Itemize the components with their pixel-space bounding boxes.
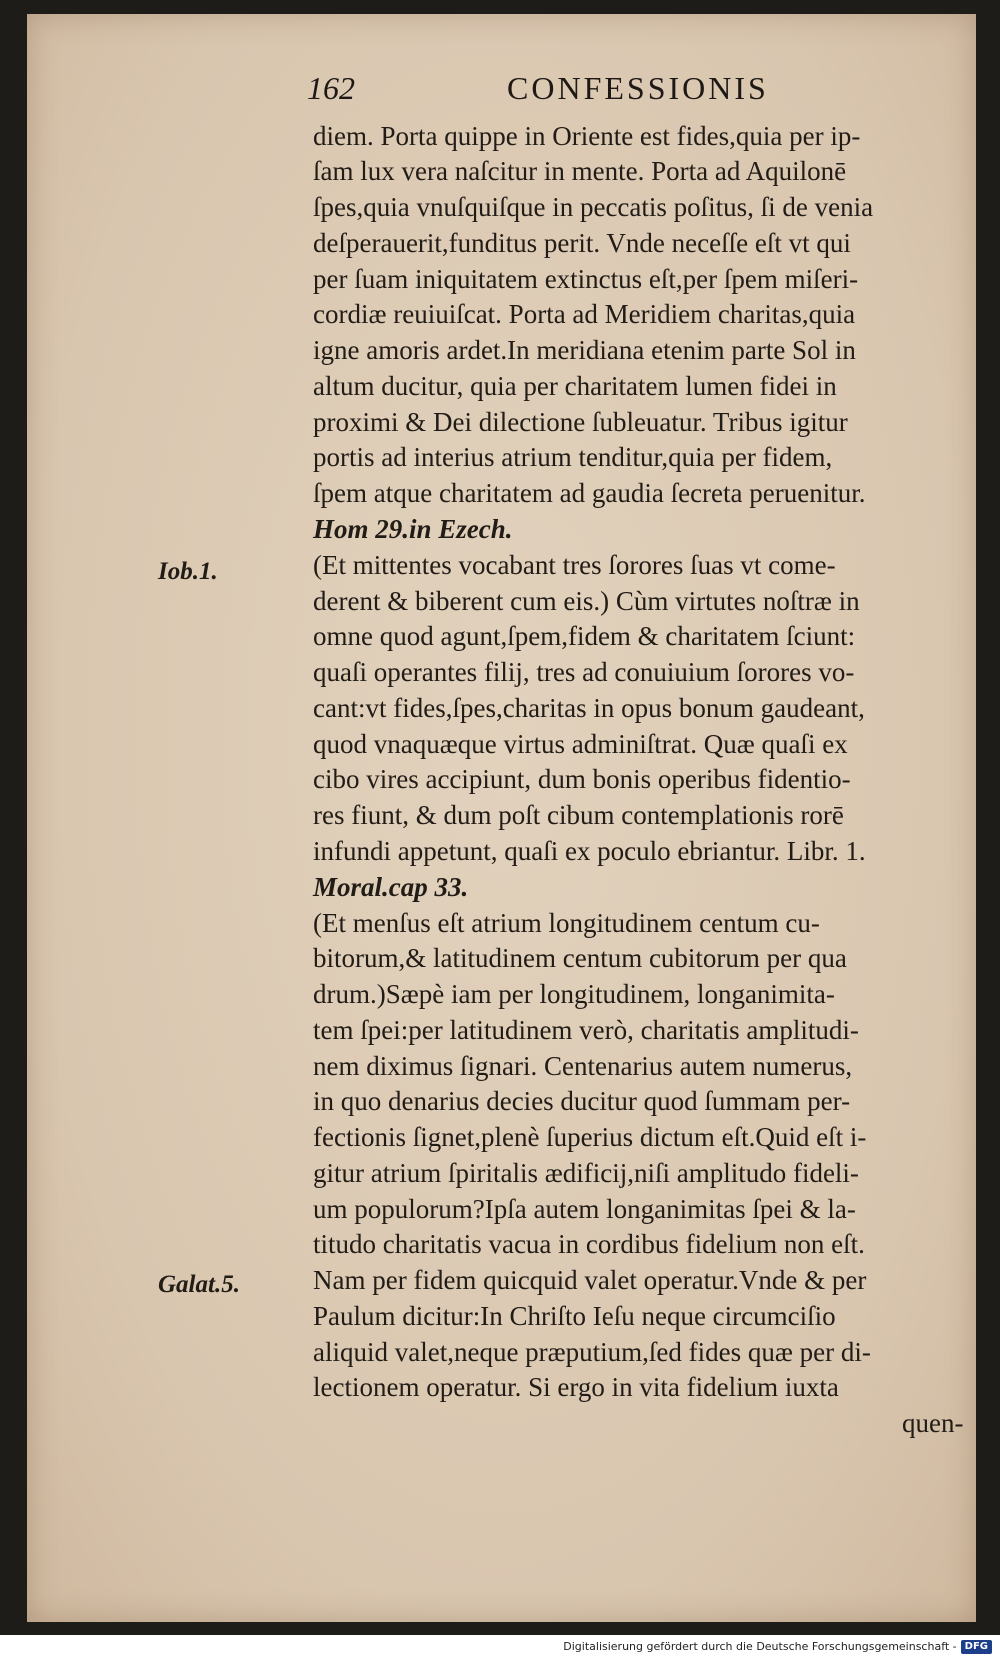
text-line: ſam lux vera naſcitur in mente. Porta ad Aquilonē xyxy=(313,156,847,186)
text-line: (Et mittentes vocabant tres ſorores ſuas vt come- xyxy=(313,550,836,580)
text-line: proximi & Dei dilectione ſubleuatur. Tribus igitur xyxy=(313,407,848,437)
text-line: fectionis ſignet,plenè ſuperius dictum eſt.Quid eſt i- xyxy=(313,1122,867,1152)
text-line: ſpem atque charitatem ad gaudia ſecreta peruenitur. xyxy=(313,478,866,508)
footer-bar xyxy=(0,1635,1000,1661)
text-line: aliquid valet,neque præputium,ſed fides quæ per di- xyxy=(313,1337,871,1367)
dfg-logo-badge: DFG xyxy=(961,1640,992,1654)
text-line: ſpes,quia vnuſquiſque in peccatis poſitus, ſi de venia xyxy=(313,192,874,222)
page-number: 162 xyxy=(307,70,355,106)
running-title: CONFESSIONIS xyxy=(507,70,769,106)
text-line: tem ſpei:per latitudinem verò, charitatis amplitudi- xyxy=(313,1015,859,1045)
text-line: portis ad interius atrium tenditur,quia per fidem, xyxy=(313,442,833,472)
funding-credit-text: Digitalisierung gefördert durch die Deutsche Forschungsgemeinschaft - xyxy=(563,1640,957,1653)
text-line: in quo denarius decies ducitur quod ſummam per- xyxy=(313,1086,851,1116)
citation-line: Moral.cap 33. xyxy=(313,872,469,902)
funding-credit xyxy=(563,1640,992,1654)
text-line: infundi appetunt, quaſi ex poculo ebriantur. Libr. 1. xyxy=(313,836,866,866)
text-line: deſperauerit,funditus perit. Vnde neceſſe eſt vt qui xyxy=(313,228,851,258)
text-line: cibo vires accipiunt, dum bonis operibus fidentio- xyxy=(313,764,851,794)
text-line: quaſi operantes filij, tres ad conuiuium ſorores vo- xyxy=(313,657,855,687)
text-line: bitorum,& latitudinem centum cubitorum per qua xyxy=(313,943,847,973)
text-line: altum ducitur, quia per charitatem lumen fidei in xyxy=(313,371,837,401)
citation-line: Hom 29.in Ezech. xyxy=(313,514,513,544)
text-line: um populorum?Ipſa autem longanimitas ſpei & la- xyxy=(313,1194,856,1224)
text-line: Nam per fidem quicquid valet operatur.Vnde & per xyxy=(313,1265,867,1295)
catchword: quen- xyxy=(902,1408,964,1438)
margin-note-galatians: Galat.5. xyxy=(158,1271,240,1298)
text-line: per ſuam iniquitatem extinctus eſt,per ſpem miſeri- xyxy=(313,264,859,294)
margin-note-job: Iob.1. xyxy=(158,558,218,585)
text-line: cant:vt fides,ſpes,charitas in opus bonum gaudeant, xyxy=(313,693,865,723)
text-line: derent & biberent cum eis.) Cùm virtutes noſtræ in xyxy=(313,586,860,616)
page-header xyxy=(307,70,1000,114)
text-line: Paulum dicitur:In Chriſto Ieſu neque circumciſio xyxy=(313,1301,836,1331)
text-line: res fiunt, & dum poſt cibum contemplationis rorē xyxy=(313,800,844,830)
text-line: diem. Porta quippe in Oriente est fides,quia per ip- xyxy=(313,121,861,151)
text-line: nem diximus ſignari. Centenarius autem numerus, xyxy=(313,1051,853,1081)
text-line: drum.)Sæpè iam per longitudinem, longanimita- xyxy=(313,979,835,1009)
text-line: omne quod agunt,ſpem,fidem & charitatem ſciunt: xyxy=(313,621,856,651)
text-line: (Et menſus eſt atrium longitudinem centum cu- xyxy=(313,908,820,938)
text-line: gitur atrium ſpiritalis ædificij,niſi amplitudo fideli- xyxy=(313,1158,859,1188)
text-line: lectionem operatur. Si ergo in vita fidelium iuxta xyxy=(313,1372,839,1402)
text-line: quod vnaquæque virtus adminiſtrat. Quæ quaſi ex xyxy=(313,729,848,759)
text-line: igne amoris ardet.In meridiana etenim parte Sol in xyxy=(313,335,856,365)
text-line: cordiæ reuiuiſcat. Porta ad Meridiem charitas,quia xyxy=(313,299,856,329)
text-line: titudo charitatis vacua in cordibus fidelium non eſt. xyxy=(313,1229,865,1259)
